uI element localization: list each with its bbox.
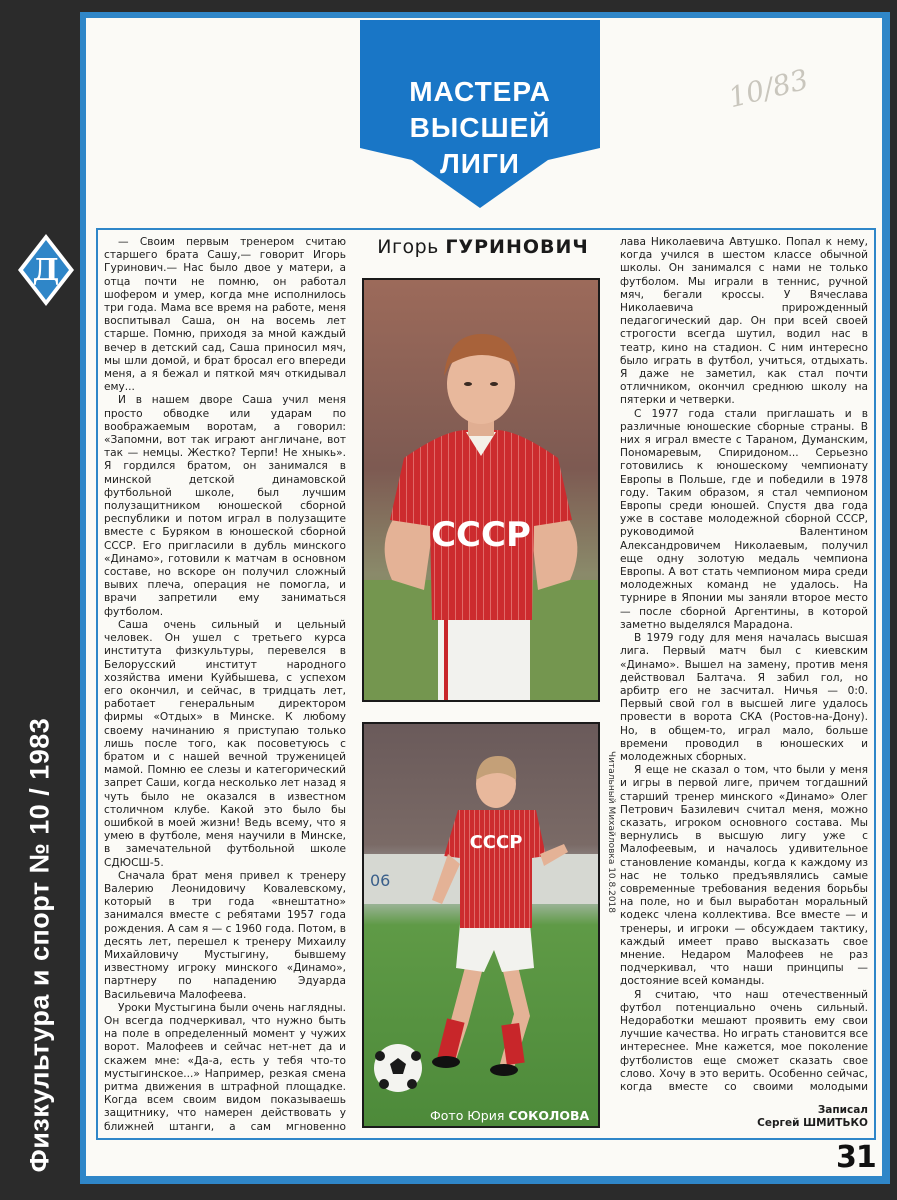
jersey-text: СССР <box>431 515 531 555</box>
signature-name: Сергей ШМИТЬКО <box>757 1117 868 1129</box>
paragraph: И в нашем дворе Саша учил меня просто обводке или ударам по воображаемым воротам, а говорил: «Запомни, вот так играют англичане, вот так — немцы. Жестко? Терпи! Не хныкь». Я гордился братом, он занимался в минской детской динамовской футбольной школе, был лучшим полузащитником юношеской сборной республики и потом играл в полузащите вместе с Буряком в юношеской сборной СССР. Его пригласили в дубль минского «Динамо», готовили к матчам в основном составе, но вскоре он получил сложный вывих плеча, операция не помогла, и врачи запретили ему заниматься футболом. <box>104 394 346 618</box>
handwritten-note: 10/83 <box>725 62 812 115</box>
archive-note <box>604 722 618 942</box>
page-number: 31 <box>836 1140 876 1175</box>
article-column-right <box>620 236 868 1094</box>
section-title-line-3: ЛИГИ <box>440 148 520 179</box>
spine-text: Физкультура и спорт № 10 / 1983 <box>24 717 55 1173</box>
article-column-left <box>104 236 346 1132</box>
player-action-photo <box>362 722 600 1128</box>
paragraph: С 1977 года стали приглашать и в различные юношеские сборные страны. В них я играл вместе с Тараном, Думанским, Пономаревым, Спиридоном... Серьезно готовились к юношескому чемпионату Европы в Польше, где и победили в 1978 году. Таким образом, я стал чемпионом Европы среди юношей. Спустя два года уже в составе молодежной сборной СССР, руководимой Валентином Александровичем Николаевым, получил еще одну золотую медаль чемпиона Европы. А вот стать чемпионом мира среди молодежных команд не удалось. На турнире в Японии мы заняли второе место — после сборной Аргентины, в которой заметно выделялся Марадона. <box>620 407 868 631</box>
paragraph: — Своим первым тренером считаю старшего брата Сашу,— говорит Игорь Гуринович.— Нас было двое у матери, а отца почти не помню, он работал шофером и умер, когда мне исполнилось три года. Мама все время на работе, меня воспитывал Саша, он на восемь лет старше. Помню, приходя за мной каждый вечер в детский сад, Саша приносил мяч, мы шли домой, и брат бросал его впереди меня, а я бежал и пяткой мяч откидывал ему... <box>104 236 346 394</box>
paragraph: Уроки Мустыгина были очень наглядны. Он всегда подчеркивал, что нужно быть на поле в определенный момент у чужих ворот. Малофеев и сейчас нет-нет да и скажем мне: «Да-а, есть у тебя что-то мустыгинское...» Например, резкая смена ритма движения в штрафной площадке. Когда всем своим видом показываешь защитнику, что намерен действовать у ближней штанги, а сам мгновенно <box>104 1001 346 1132</box>
player-portrait-photo <box>362 278 600 702</box>
archive-note-text: Читальный Михайловка 10.8.2018 <box>606 750 616 914</box>
photo-credit-prefix: Фото Юрия <box>430 1108 505 1123</box>
signature-label: Записал <box>817 1104 868 1116</box>
photo-credit <box>430 1108 589 1123</box>
logo-letter: Д <box>32 253 60 288</box>
section-title-line-1: МАСТЕРА <box>409 76 551 107</box>
article-author <box>354 236 612 258</box>
article-signature <box>660 1104 868 1130</box>
paragraph: лава Николаевича Автушко. Попал к нему, когда учился в шестом классе обычной школы. Он занимался с нами не только футболом. Мы играли в теннис, ручной мяч, бегали кроссы. У Вячеслава Николаевича прирожденный педагогический дар. Он при всей своей строгости всегда шутил, водил нас в театр, кино на стадион. С ним интересно было играть в футбол, учиться, отдыхать. Я даже не заметил, как стал почти отличником, окончил среднюю школу на пятерки и четверки. <box>620 236 868 407</box>
section-title-line-2: ВЫСШЕЙ <box>409 112 551 143</box>
paragraph: В 1979 году для меня началась высшая лига. Первый матч был с киевским «Динамо». Вышел на замену, против меня действовал Балтача. Я забил гол, но арбитр его не засчитал. Ничья — 0:0. Первый свой гол в высшей лиге удалось провести в ворота СКА (Ростов-на-Дону). Но, в общем-то, играл мало, больше времени проводил в юношеских и молодежных сборных. <box>620 632 868 763</box>
author-last-name: ГУРИНОВИЧ <box>445 236 589 258</box>
jersey-text-action: СССР <box>469 832 523 853</box>
photo-credit-name: СОКОЛОВА <box>508 1108 590 1123</box>
paragraph: Я еще не сказал о том, что были у меня и игры в первой лиге, причем тогдашний старший тренер минского «Динамо» Олег Петрович Базилевич считал меня, можно сказать, игроком основного состава. Мы вернулись в высшую лигу уже с Малофеевым, и началось удивительное становление команды, когда к каждому из нас не только предъявлялись самые современные требования ведения борьбы на поле, но и был выработан моральный кодекс члена коллектива. Все вместе — и тренеры, и игроки — обсуждаем тактику, каждый имеет право высказать свое мнение. Недаром Малофеев не раз подчеркивал, что наши принципы — достояние всей команды. <box>620 764 868 988</box>
dynamo-logo-icon <box>14 230 78 310</box>
paragraph: Я считаю, что наш отечественный футбол потенциально очень сильный. Недоработки мешают проявить ему свои лучшие качества. Но играть становится все интереснее. Мне кажется, мое поколение футболистов еще сможет сказать свое слово. Хочу в это верить. Особенно сейчас, когда вместе со своими молодыми <box>620 988 868 1093</box>
paragraph: Сначала брат меня привел к тренеру Валерию Леонидовичу Ковалевскому, который в три года «внештатно» занимался вместе с ребятами 1957 года рождения. А сам я — с 1960 года. Потом, в десять лет, перешел к тренеру Михаилу Михайловичу Мустыгину, бывшему известному игроку минского «Динамо», партнеру по нападению Эдуарда Васильевича Малофеева. <box>104 869 346 1001</box>
section-title <box>352 74 608 182</box>
magazine-spine <box>8 700 72 1190</box>
author-first-name: Игорь <box>377 236 439 258</box>
svg-text:06: 06 <box>370 871 391 890</box>
paragraph: Саша очень сильный и цельный человек. Он ушел с третьего курса института физкультуры, перевелся в Белорусский институт народного хозяйства имени Куйбышева, с успехом его окончил, и сейчас, в тридцать лет, работает генеральным директором фирмы «Отдых» в Минске. К любому своему начинанию я приступаю только лишь после того, как посоветуюсь с братом и с нашей вечной труженицей мамой. Помню ее слезы и категорический запрет Саши, когда несколько лет назад я чуть было не оказался в известном столичном клубе. Какой это было бы ошибкой в моей жизни! Ведь всему, что я умею в футболе, меня научили в Минске, в замечательной футбольной школе СДЮСШ-5. <box>104 618 346 869</box>
